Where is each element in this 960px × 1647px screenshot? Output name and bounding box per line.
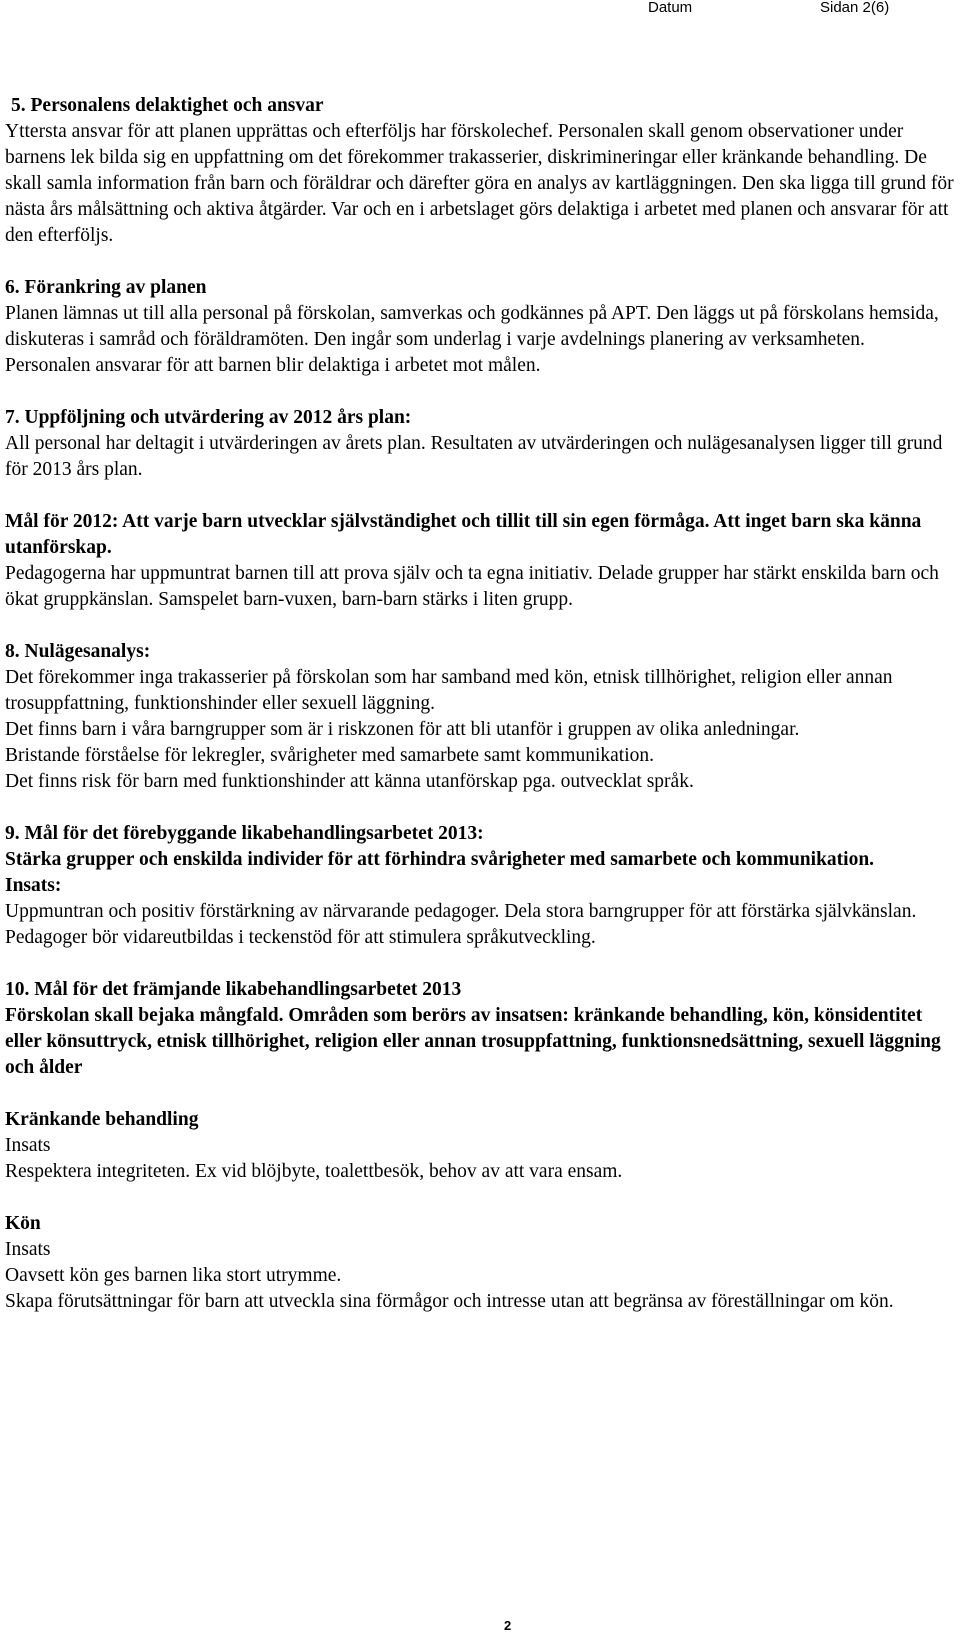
section-10-goal: Förskolan skall bejaka mångfald. Områden som berörs av insatsen: kränkande behandling, kön, könsidentitet eller könsuttryck, etnisk tillhörighet, religion eller annan trosuppfattning, funktionsnedsättning, sexuell läggning och ålder — [5, 1005, 941, 1078]
section-9-heading: 9. Mål för det förebyggande likabehandlingsarbetet 2013: — [5, 823, 484, 844]
section-10-heading: 10. Mål för det främjande likabehandlingsarbetet 2013 — [5, 979, 462, 1000]
section-5-text: Yttersta ansvar för att planen upprättas och efterföljs har förskolechef. Personalen skall genom observationer under barnens lek bilda sig en uppfattning om det förekommer trakasserier, diskrimineringar eller kränkande behandling. De skall samla information från barn och föräldrar och därefter göra en analys av kartläggningen. Den ska ligga till grund för nästa års målsättning och aktiva åtgärder. Var och en i arbetslaget görs delaktiga i arbetet med planen och ansvarar för att den efterföljs. — [5, 121, 954, 246]
section-7-heading: 7. Uppföljning och utvärdering av 2012 års plan: — [5, 407, 412, 428]
kon-heading: Kön — [5, 1213, 41, 1234]
section-7-text: All personal har deltagit i utvärderingen av årets plan. Resultaten av utvärderingen och nulägesanalysen ligger till grund för 2013 års plan. — [5, 433, 943, 480]
krankande-behandling-insats-label: Insats — [5, 1135, 51, 1156]
kon-insats-label: Insats — [5, 1239, 51, 1260]
footer-page-number: 2 — [504, 1618, 512, 1633]
section-8-line: Det finns barn i våra barngrupper som är i riskzonen för att bli utanför i gruppen av olika anledningar. — [5, 719, 800, 740]
section-8-line: Bristande förståelse för lekregler, svårigheter med samarbete samt kommunikation. — [5, 745, 655, 766]
section-7-goal-text: Pedagogerna har uppmuntrat barnen till att prova själv och ta egna initiativ. Delade grupper har stärkt enskilda barn och ökat gruppkänslan. Samspelet barn-vuxen, barn-barn stärks i liten grupp. — [5, 563, 939, 610]
header-page-indicator: Sidan 2(6) — [820, 0, 890, 16]
krankande-behandling-heading: Kränkande behandling — [5, 1109, 199, 1130]
section-6-text: Planen lämnas ut till alla personal på förskolan, samverkas och godkännes på APT. Den läggs ut på förskolans hemsida, diskuteras i samråd och föräldramöten. Den ingår som underlag i varje avdelnings planering av verksamheten. Personalen ansvarar för att barnen blir delaktiga i arbetet mot målen. — [5, 303, 939, 376]
section-6-heading: 6. Förankring av planen — [5, 277, 207, 298]
section-8-line: Det förekommer inga trakasserier på förskolan som har samband med kön, etnisk tillhörighet, religion eller annan trosuppfattning, funktionshinder eller sexuell läggning. — [5, 667, 893, 714]
section-9-insats-label: Insats: — [5, 875, 62, 896]
kon-line: Skapa förutsättningar för barn att utveckla sina förmågor och intresse utan att begränsa av föreställningar om kön. — [5, 1291, 894, 1312]
krankande-behandling-text: Respektera integriteten. Ex vid blöjbyte, toalettbesök, behov av att vara ensam. — [5, 1161, 623, 1182]
section-8-line: Det finns risk för barn med funktionshinder att känna utanförskap pga. outvecklat språk. — [5, 771, 694, 792]
section-8-heading: 8. Nulägesanalys: — [5, 641, 151, 662]
kon-line: Oavsett kön ges barnen lika stort utrymme. — [5, 1265, 342, 1286]
document-body — [5, 93, 955, 1315]
section-9-goal: Stärka grupper och enskilda individer för att förhindra svårigheter med samarbete och kommunikation. — [5, 849, 875, 870]
header-date: Datum — [648, 0, 693, 16]
section-9-insats-text: Uppmuntran och positiv förstärkning av närvarande pedagoger. Dela stora barngrupper för att förstärka självkänslan. Pedagoger bör vidareutbildas i teckenstöd för att stimulera språkutveckling. — [5, 901, 917, 948]
section-7-goal-heading: Mål för 2012: Att varje barn utvecklar självständighet och tillit till sin egen förmåga. Att inget barn ska känna utanförskap. — [5, 511, 922, 558]
section-5-heading: 5. Personalens delaktighet och ansvar — [11, 95, 324, 116]
